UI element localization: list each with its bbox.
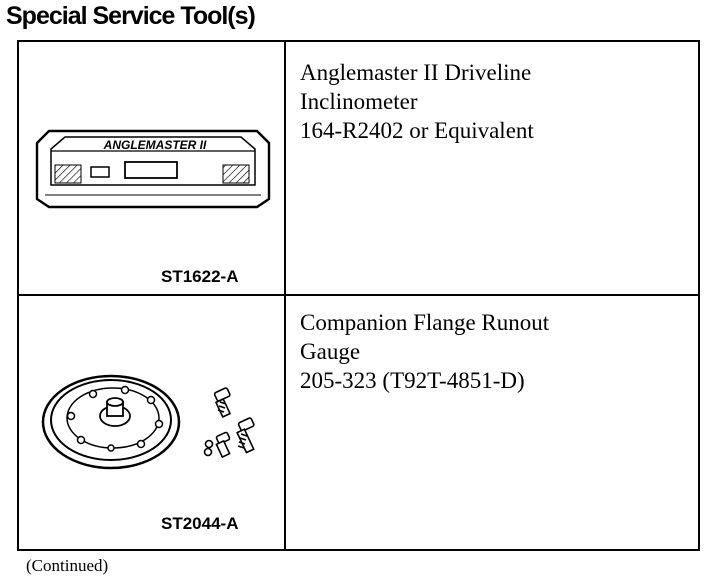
tool-description-1: [300, 58, 534, 145]
page-title: Special Service Tool(s): [6, 2, 255, 30]
inclinometer-icon: [35, 129, 271, 209]
tool-part-number: 205-323 (T92T-4851-D): [300, 368, 525, 393]
tool-code: ST2044-A: [161, 514, 239, 533]
tool-part-number: 164-R2402 or Equivalent: [300, 118, 534, 143]
table-row-divider: [19, 294, 698, 296]
tool-name-continued: Inclinometer: [300, 89, 418, 114]
inclinometer-label: ANGLEMASTER II: [103, 138, 207, 152]
runout-gauge-icon: [41, 372, 261, 472]
continued-note: (Continued): [26, 556, 109, 575]
special-service-tools-table: [17, 40, 700, 551]
tool-code: ST1622-A: [161, 267, 239, 286]
tool-name-continued: Gauge: [300, 339, 361, 364]
tool-name: Companion Flange Runout: [300, 310, 550, 335]
tool-name: Anglemaster II Driveline: [300, 60, 532, 85]
tool-description-2: [300, 308, 549, 395]
